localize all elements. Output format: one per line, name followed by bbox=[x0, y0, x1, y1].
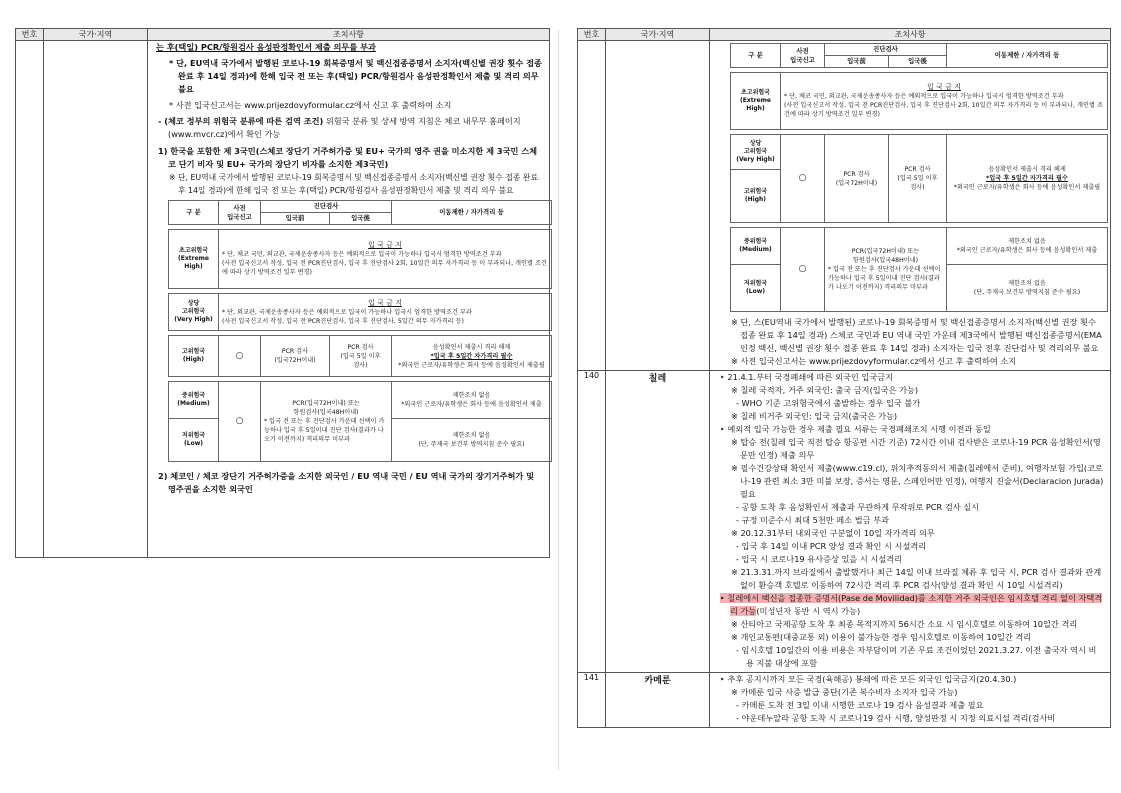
right-page bbox=[571, 0, 1121, 793]
col-diag: 진단검사 bbox=[261, 201, 392, 213]
cat-veryhigh: 상당 고위험국 (Very High) bbox=[731, 135, 781, 170]
text-line: - 입국 시 코로나19 유사증상 있을 시 시설격리 bbox=[736, 554, 903, 564]
text-line: ※ 사전 입국신고서는 www.prijezdovyformular.cz에서 신고 후 출력하여 소지 bbox=[731, 356, 1017, 366]
text-line: 는 후(택일) PCR/항원검사 음성판정확인서 제출 의무를 부과 bbox=[156, 42, 376, 52]
cat-medium: 중위험국 (Medium) bbox=[169, 382, 219, 419]
text-line: 1) 한국을 포함한 제 3국민(스체코 장단기 거주허가증 및 EU+ 국가의 영주 권을 미소지한 제 3국민 스체코 단기 비자 및 EU+ 국가의 장단기 비자를 소지한 제3국민) bbox=[158, 146, 538, 169]
cat-medium: 중위험국 (Medium) bbox=[731, 228, 781, 265]
text-line: - 규정 미준수시 최대 5천만 페소 벌금 부과 bbox=[736, 515, 889, 525]
measures-cell bbox=[710, 41, 1111, 371]
text-line: ※ 탑승 전(칠레 입국 직전 탑승 항공편 시간 기준) 72시간 이내 검사받은 코로나-19 PCR 음성확인서(영문만 인정) 제출 의무 bbox=[731, 437, 1101, 460]
extreme-desc: 입 국 금 지 * 단, 체코 국민, 외교관, 국제운송종사자 등은 예외적으로 입국이 가능하나 입국시 엄격한 방역조건 부과 (사전 입국신고서 작성, 입국 전 PCR진단검사, 입국 후 진단검사 2회, 10일간 의무 자가격리 등 이 부과되나, 개인별 조건에 따라 상기 방역조건 일부 변경) bbox=[781, 73, 1108, 130]
high-restrict: 음성확인서 제출시 격리 해제 *입국 후 5일간 자가격리 필수 *외국인 근로자/유학생은 회사 등에 음성확인서 제출필 bbox=[947, 135, 1108, 223]
low-restrict: 제한조치 없음 (단, 주재국 보건부 방역지침 준수 필요) bbox=[392, 419, 552, 462]
high-after: PCR 검사 (입국 5일 이후 검사) bbox=[330, 336, 392, 377]
medium-low-test: PCR(입국72H이내) 또는 항원검사(입국48H이내) * 입국 전 또는 후 진단검사 가운데 선택이 가능하나 입국 후 5일이내 진단 검사(결과가 나오기 이전까지) 격리의무 미부과 bbox=[825, 228, 947, 312]
header-no: 번호 bbox=[578, 29, 606, 41]
text-line: ‣ 21.4.1.부터 국경폐쇄에 따른 외국인 입국금지 bbox=[720, 372, 894, 382]
cat-extreme: 초고위험국 (Extreme High) bbox=[731, 73, 781, 130]
col-before: 입국前 bbox=[261, 213, 330, 225]
highlighted-line: ‣ 칠레에서 백신을 접종한 증명서(Pase de Movilidad)를 소지한 거주 외국인은 임시호텔 격리 없이 자택격리 가능(미성년자 동반 시 역시 가능) bbox=[720, 593, 1103, 616]
table-row bbox=[16, 41, 550, 558]
cat-veryhigh: 상당 고위험국 (Very High) bbox=[169, 294, 219, 331]
table-header bbox=[16, 29, 550, 41]
text-line: - 입국 후 14일 이내 PCR 양성 결과 확인 시 시설격리 bbox=[736, 541, 927, 551]
text-line: ※ 21.3.31.까지 브라질에서 출발했거나 최근 14일 이내 브라질 체류 후 입국 시, PCR 검사 결과와 관계없이 환승객 호텔로 이동하여 72시간 격리 후 PCR 검사(양성 결과 확인 시 10일 시설격리) bbox=[731, 567, 1102, 590]
text-line: ※ 단, 스(EU역내 국가에서 발행된) 코로나-19 회복증명서 및 백신접종증명서 소지자(백신별 권장 횟수 접종 완료 후 14일 경과) 스체코 국민과 EU 역내 국민 가운데 제3국에서 발행된 백신접종증명서(EMA 인정 백신, 백신별 권장 횟수 접종 완료 후 14일 경과) 소지자는 입국 전후 진단검사 및 격리의무 불요 bbox=[731, 317, 1102, 353]
table-row bbox=[578, 41, 1111, 371]
medium-restrict: 제한조치 없음 *외국인 근로자/유학생은 회사 등에 음성확인서 제출 bbox=[392, 382, 552, 419]
text-line: * 사전 입국신고서는 www.prijezdovyformular.cz에서 신고 후 출력하여 소지 bbox=[169, 100, 452, 110]
text-line: ※ 칠레 비거주 외국인: 입국 금지(출국은 가능) bbox=[731, 411, 898, 421]
header-country: 국가·지역 bbox=[606, 29, 710, 41]
text-line: - 카메룬 도착 전 3일 이내 시행한 코로나 19 검사 음성결과 제출 필요 bbox=[736, 700, 984, 710]
col-after: 입국後 bbox=[889, 56, 947, 68]
col-before: 입국前 bbox=[825, 56, 889, 68]
header-measures: 조치사항 bbox=[148, 29, 550, 41]
medium-low-test: PCR(입국72H이내) 또는 항원검사(입국48H이내) * 입국 전 또는 후 진단검사 가운데 선택이 가능하나 입국 후 5일이내 진단 검사(결과가 나오기 이전까지) 격리의무 미부과 bbox=[261, 382, 392, 462]
medium-low-prereg: ○ bbox=[781, 228, 825, 312]
text-line: ‣ 추후 공지시까지 모든 국경(육해공) 봉쇄에 따른 모든 외국인 입국금지(20.4.30.) bbox=[720, 674, 1017, 684]
text-line: - (체코 정부의 위험국 분류에 따른 검역 조건) 위험국 분류 및 상세 방역 지침은 체코 내무부 홈페이지(www.mvcr.cz)에서 확인 가능 bbox=[158, 116, 521, 139]
high-before: PCR 검사 (입국72H이내) bbox=[825, 135, 889, 223]
risk-table bbox=[168, 200, 552, 462]
text-line: ※ 산티아고 국제공항 도착 후 최종 목적지까지 56시간 소요 시 임시호텔로 이동하여 10일간 격리 bbox=[731, 619, 1078, 629]
table-row bbox=[578, 673, 1111, 728]
high-prereg: ○ bbox=[781, 135, 825, 223]
text-line: ※ 개인교통편(대중교통 외) 이용이 불가능한 경우 임시호텔로 이동하여 10일간 격리 bbox=[731, 632, 1032, 642]
text-line: ※ 카메룬 입국 사증 발급 중단(기존 복수비자 소지자 입국 가능) bbox=[731, 687, 958, 697]
cat-low: 저위험국 (Low) bbox=[731, 265, 781, 312]
text-line: - 공항 도착 후 음성확인서 제출과 무관하게 무작위로 PCR 검사 실시 bbox=[736, 502, 980, 512]
header-no: 번호 bbox=[16, 29, 44, 41]
text-line: ※ 칠레 국적자, 거주 외국인: 출국 금지(입국은 가능) bbox=[731, 385, 919, 395]
col-restrict: 이동제한 / 자가격리 등 bbox=[392, 201, 552, 225]
row-number: 141 bbox=[578, 673, 606, 728]
country-name: 칠레 bbox=[606, 371, 710, 673]
high-before: PCR 검사 (입국72H이내) bbox=[261, 336, 330, 377]
high-prereg: ○ bbox=[219, 336, 261, 377]
extreme-desc: 입 국 금 지 * 단, 체코 국민, 외교관, 국제운송종사자 등은 예외적으로 입국이 가능하나 입국시 엄격한 방역조건 부과 (사전 입국신고서 작성, 입국 전 PCR진단검사, 입국 후 진단검사 2회, 10일간 의무 자가격리 등 이 부과되나, 개인별 조건에 따라 상기 방역조건 일부 변경) bbox=[219, 230, 552, 289]
cat-extreme: 초고위험국 (Extreme High) bbox=[169, 230, 219, 289]
medium-restrict: 제한조치 없음 *외국인 근로자/유학생은 회사 등에 음성확인서 제출 bbox=[947, 228, 1108, 265]
measures-table-right bbox=[577, 28, 1111, 728]
col-category: 구 분 bbox=[169, 201, 219, 225]
row-number: 140 bbox=[578, 371, 606, 673]
measures-cell bbox=[710, 673, 1111, 728]
header-measures: 조치사항 bbox=[710, 29, 1111, 41]
country-name: 카메룬 bbox=[606, 673, 710, 728]
cat-high: 고위험국 (High) bbox=[731, 170, 781, 223]
risk-table bbox=[730, 43, 1108, 312]
page-divider bbox=[558, 30, 559, 770]
text-line: - 야운데누알라 공항 도착 시 코로나19 검사 시행, 양성판정 시 지정 의료시설 격리(검사비 bbox=[736, 713, 1056, 723]
text-line: ※ 필수건강상태 확인서 제출(www.c19.cl), 위치추적동의서 제출(칠레에서 준비), 여행자보험 가입(코로나-19 관련 최소 3만 미불 보장, 증서는 영문, 스페인어만 인정), 여행지 진술서(Declaracion Jurada) 필요 bbox=[731, 463, 1104, 499]
text-line: - WHO 기준 고위험국에서 출발하는 경우 입국 불가 bbox=[736, 398, 921, 408]
text-line: ‣ 예외적 입국 가능한 경우 제출 필요 서류는 국경폐쇄조치 시행 이전과 동일 bbox=[720, 424, 991, 434]
cat-low: 저위험국 (Low) bbox=[169, 419, 219, 462]
measures-cell bbox=[148, 41, 550, 558]
table-row bbox=[578, 371, 1111, 673]
col-category: 구 분 bbox=[731, 44, 781, 68]
high-restrict: 음성확인서 제출시 격리 해제 *입국 후 5일간 자가격리 필수 *외국인 근로자/유학생은 회사 등에 음성확인서 제출필 bbox=[392, 336, 552, 377]
header-country: 국가·지역 bbox=[44, 29, 148, 41]
measures-table-left bbox=[15, 28, 550, 558]
medium-low-prereg: ○ bbox=[219, 382, 261, 462]
cat-high: 고위험국 (High) bbox=[169, 336, 219, 377]
text-line: - 임시호텔 10일간의 이용 비용은 자부담이며 기존 무료 조건이었던 2021.3.27. 이전 출국자 역시 비용 지불 대상에 포함 bbox=[736, 645, 1097, 668]
veryhigh-desc: 입 국 금 지 * 단, 외교관, 국제운송종사자 등은 예외적으로 입국이 가능하나 입국시 엄격한 방역조건 부과 (사전 입국신고서 작성, 입국 전 PCR진단검사, 입국 후 진단검사, 5일간 의무 자가격리 등) bbox=[219, 294, 552, 331]
col-prereg: 사전 입국신고 bbox=[219, 201, 261, 225]
measures-cell bbox=[710, 371, 1111, 673]
text-line: * 단, EU역내 국가에서 발행된 코로나-19 회복증명서 및 백신접종증명서 소지자(백신별 권장 횟수 접종 완료 후 14일 경과)에 한해 입국 전 또는 후(택일) PCR/항원검사 음성판정확인서 제출 및 격리 의무 불요 bbox=[169, 58, 542, 94]
col-after: 입국後 bbox=[330, 213, 392, 225]
text-line: ※ 20.12.31부터 내외국인 구분없이 10일 자가격리 의무 bbox=[731, 528, 935, 538]
left-page bbox=[0, 0, 550, 793]
col-prereg: 사전 입국신고 bbox=[781, 44, 825, 68]
table-header bbox=[578, 29, 1111, 41]
col-diag: 진단검사 bbox=[825, 44, 947, 56]
col-restrict: 이동제한 / 자가격리 등 bbox=[947, 44, 1108, 68]
high-after: PCR 검사 (입국 5일 이후 검사) bbox=[889, 135, 947, 223]
text-line: ※ 단, EU역내 국가에서 발행된 코로나-19 회복증명서 및 백신접종증명서 소지자(백신별 권장 횟수 접종 완료 후 14일 경과)에 한해 입국 전 또는 후(택일) PCR/항원검사 음성판정확인서 제출 및 격리 의무 불요 bbox=[169, 173, 538, 195]
text-line: 2) 체코인 / 체코 장단기 거주허가증을 소지한 외국인 / EU 역내 국민 / EU 역내 국가의 장기거주허가 및 영주권을 소지한 외국인 bbox=[158, 471, 535, 494]
low-restrict: 제한조치 없음 (단, 주재국 보건부 방역지침 준수 필요) bbox=[947, 265, 1108, 312]
